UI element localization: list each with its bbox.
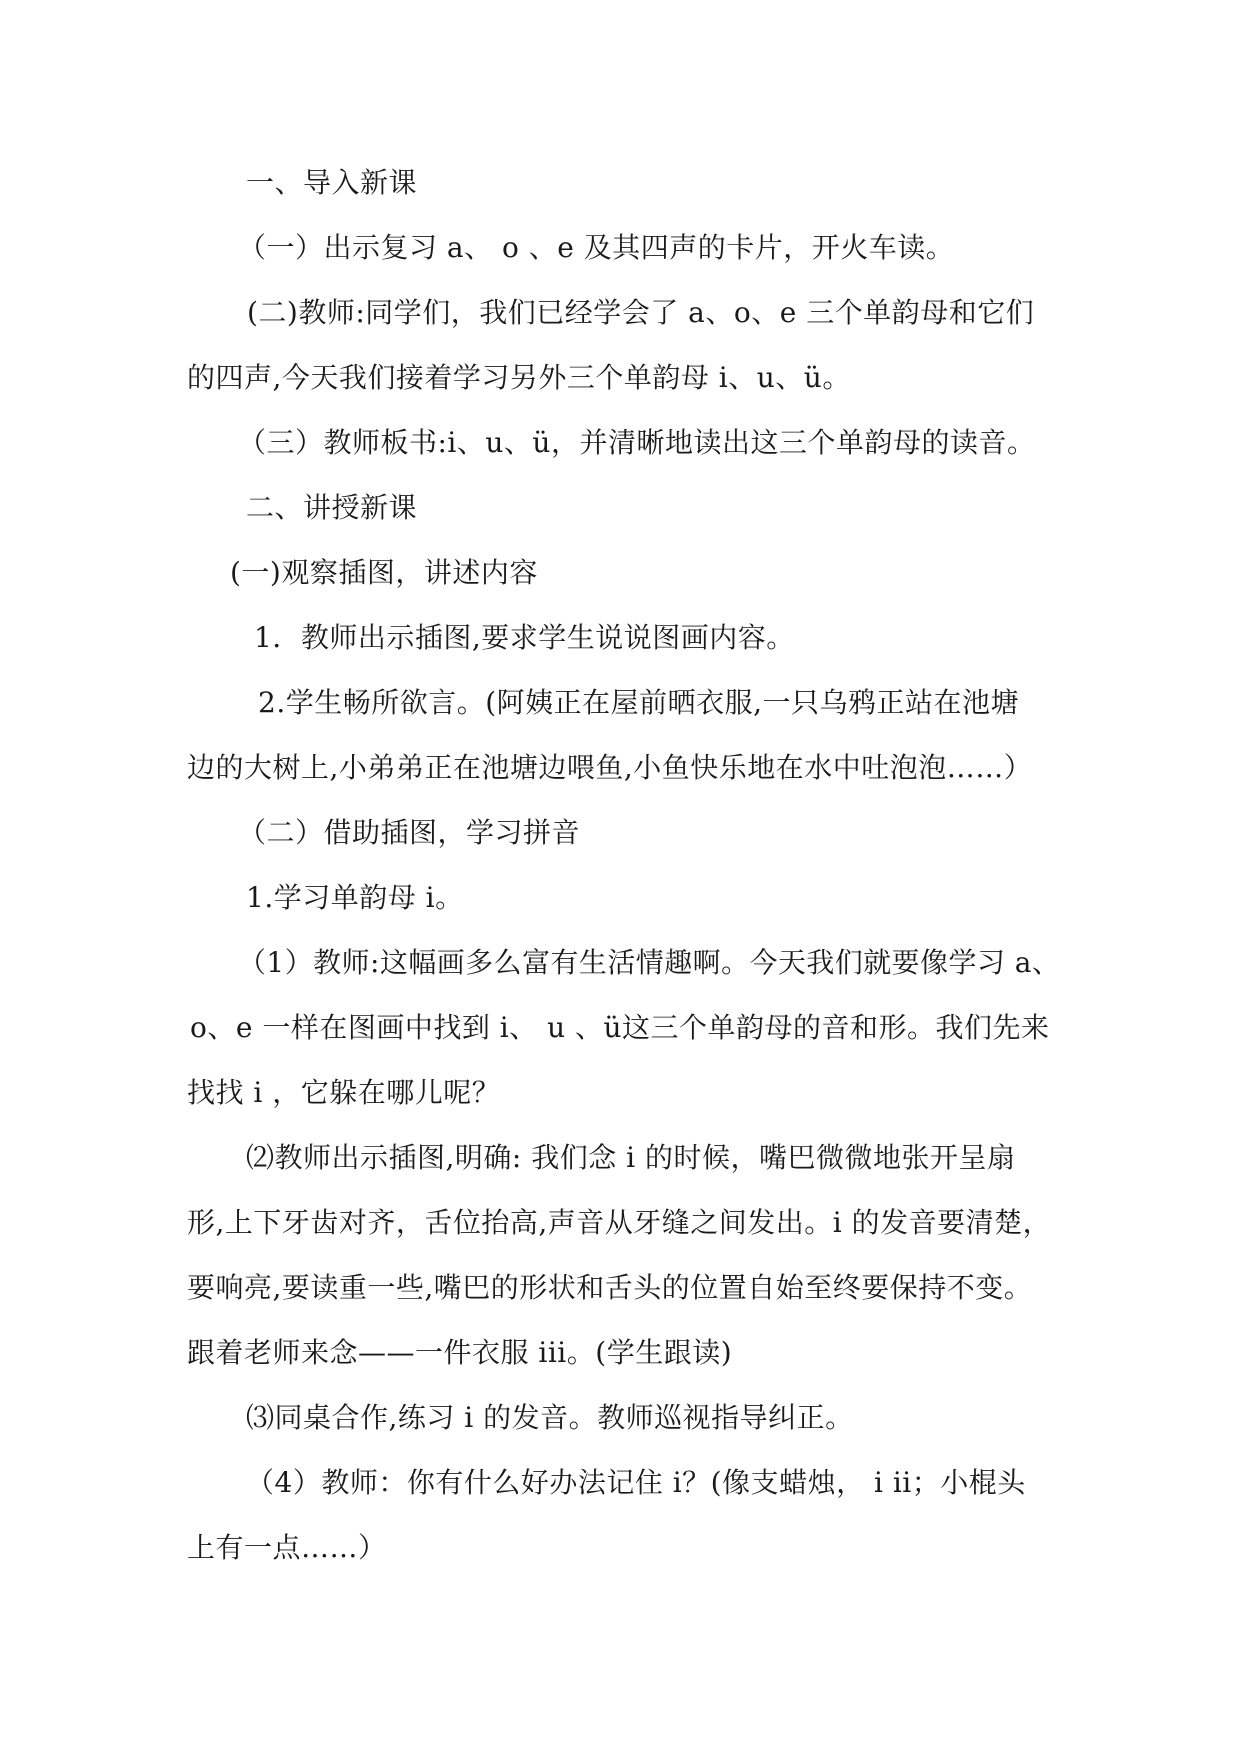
paragraph-line: 跟着老师来念——一件衣服 iii。(学生跟读) [187,1336,733,1369]
paragraph-line: （一）出示复习 a、 o 、e 及其四声的卡片，开火车读。 [238,231,955,264]
paragraph-line: 1．教师出示插图,要求学生说说图画内容。 [254,621,795,654]
paragraph-line: 形,上下牙齿对齐，舌位抬高,声音从牙缝之间发出。i 的发音要清楚， [187,1206,1052,1239]
paragraph-line: 要响亮,要读重一些,嘴巴的形状和舌头的位置自始至终要保持不变。 [187,1271,1033,1304]
heading-introduce-lesson: 一、导入新课 [246,166,418,199]
paragraph-line: （1）教师:这幅画多么富有生活情趣啊。今天我们就要像学习 a、 [238,946,1061,979]
paragraph-line: 1.学习单韵母 i。 [246,881,464,914]
paragraph-line: 边的大树上,小弟弟正在池塘边喂鱼,小鱼快乐地在水中吐泡泡……） [187,751,1033,784]
paragraph-line: ⑵教师出示插图,明确: 我们念 i 的时候，嘴巴微微地张开呈扇 [246,1141,1016,1174]
subheading-observe: (一)观察插图，讲述内容 [230,556,538,589]
subheading-learn-pinyin: （二）借助插图，学习拼音 [238,816,581,849]
paragraph-line: （4）教师：你有什么好办法记住 i？(像支蜡烛， i ii；小棍头 [246,1466,1026,1499]
heading-teach-lesson: 二、讲授新课 [246,491,418,524]
paragraph-line: ⑶同桌合作,练习 i 的发音。教师巡视指导纠正。 [246,1401,854,1434]
paragraph-line: 的四声,今天我们接着学习另外三个单韵母 i、u、ü。 [187,361,851,394]
paragraph-line: o、e 一样在图画中找到 i、 u 、ü这三个单韵母的音和形。我们先来 [190,1011,1050,1044]
paragraph-line: 2.学生畅所欲言。(阿姨正在屋前晒衣服,一只乌鸦正站在池塘 [258,686,1020,719]
paragraph-line: (二)教师:同学们，我们已经学会了 a、o、e 三个单韵母和它们 [247,296,1035,329]
paragraph-line: 上有一点……） [187,1531,387,1564]
paragraph-line: （三）教师板书:i、u、ü，并清晰地读出这三个单韵母的读音。 [238,426,1036,459]
paragraph-line: 找找 i ，它躲在哪儿呢？ [187,1076,501,1109]
